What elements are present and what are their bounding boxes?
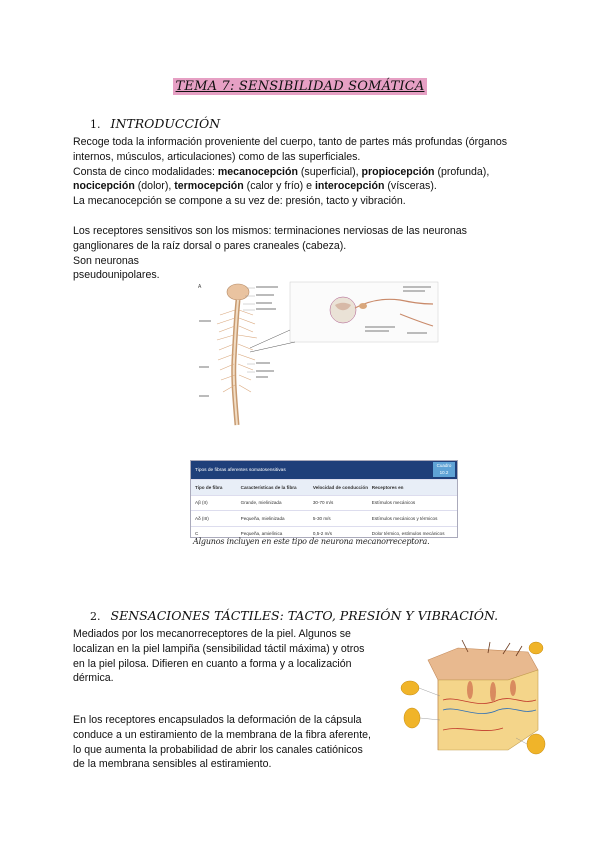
section-2-paragraph-1 bbox=[73, 627, 364, 686]
table-header-row bbox=[191, 479, 457, 495]
section-2-number: 2. bbox=[90, 610, 101, 623]
modality-propiocepcion: propiocepción bbox=[361, 165, 435, 178]
section-1-number: 1. bbox=[90, 118, 101, 131]
text-line: de la membrana sensibles al estiramiento. bbox=[73, 758, 272, 771]
title-container bbox=[0, 77, 600, 95]
modalities-intro: Consta de cinco modalidades: bbox=[73, 165, 218, 178]
figure-label-a: A bbox=[198, 284, 202, 290]
column-header: Velocidad de conducción bbox=[312, 484, 368, 490]
text-line: La mecanocepción se compone a su vez de: presión, tacto y vibración. bbox=[73, 195, 406, 208]
dermis-block bbox=[438, 670, 538, 750]
text-line: dérmica. bbox=[73, 672, 114, 685]
table-cell: C bbox=[195, 531, 199, 537]
text-line: conduce a un estiramiento de la membrana de la fibra aferente, bbox=[73, 728, 371, 741]
text-line: lo que aumenta la probabilidad de abrir los canales catiónicos bbox=[73, 743, 363, 756]
table-cell: 5-30 m/s bbox=[312, 515, 331, 521]
text-line: Son neuronas bbox=[73, 254, 139, 267]
text-line: en la piel pilosa. Difieren en cuanto a forma y a localización bbox=[73, 657, 352, 670]
section-2-paragraph-2 bbox=[73, 713, 371, 772]
modality-desc: (profunda), bbox=[434, 165, 490, 178]
column-header: Tipo de fibra bbox=[195, 484, 223, 490]
section-2-heading bbox=[90, 608, 498, 623]
text-line: Los receptores sensitivos son los mismos: terminaciones nerviosas de las neuronas bbox=[73, 225, 467, 237]
lamellar-corpuscle bbox=[527, 734, 545, 754]
text-line: Mediados por los mecanorreceptores de la piel. Algunos se bbox=[73, 628, 351, 640]
brain-shape bbox=[227, 284, 249, 300]
modality-interocepcion: interocepción bbox=[314, 180, 385, 193]
section-1-paragraph-1 bbox=[73, 135, 507, 209]
table-row bbox=[191, 510, 457, 526]
table-row bbox=[191, 495, 457, 511]
table-cell: Pequeña, amielínica bbox=[240, 531, 283, 537]
column-header: Características de la fibra bbox=[240, 484, 297, 490]
table-title-bar bbox=[191, 461, 457, 479]
text-line: Recoge toda la información proveniente del cuerpo, tanto de partes más profundas (órganos bbox=[73, 136, 508, 148]
modality-desc: (calor y frío) e bbox=[243, 180, 315, 193]
table-badge: Cuadro 10.2 bbox=[433, 462, 455, 477]
table-cell: Aβ (II) bbox=[195, 500, 208, 506]
meissner-corpuscle bbox=[404, 708, 420, 728]
text-line: localizan en la piel lampiña (sensibilidad táctil máxima) y otros bbox=[73, 642, 365, 655]
table-cell: Aδ (III) bbox=[195, 515, 209, 521]
dorsal-root-ganglion bbox=[359, 303, 367, 309]
pacinian-corpuscle bbox=[401, 681, 419, 695]
table-cell: Dolor térmico, estímulos mecánicos bbox=[371, 531, 445, 537]
skin-receptors-figure bbox=[398, 640, 548, 760]
section-1-paragraph-2 bbox=[73, 224, 467, 283]
modalities-line-1 bbox=[73, 165, 507, 180]
page-title: TEMA 7: SENSIBILIDAD SOMÁTICA bbox=[173, 78, 428, 95]
table-cell: Estímulos mecánicos bbox=[371, 500, 416, 506]
modality-nocicepcion: nocicepción bbox=[73, 180, 135, 193]
section-1-title: INTRODUCCIÓN bbox=[110, 116, 221, 131]
modalities-line-2 bbox=[73, 179, 507, 194]
spinal-cord-figure bbox=[195, 280, 440, 430]
modality-desc: (superficial), bbox=[297, 165, 362, 178]
text-line: internos, músculos, articulaciones) como de las superficiales. bbox=[73, 150, 361, 163]
modality-termocepcion: termocepción bbox=[174, 180, 244, 193]
section-2-title: SENSACIONES TÁCTILES: TACTO, PRESIÓN Y VIBRACIÓN. bbox=[110, 608, 499, 623]
fiber-types-table bbox=[190, 460, 458, 538]
table-cell: Estímulos mecánicos y térmicos bbox=[371, 515, 438, 521]
table-title: Tipos de fibras aferentes somatosensitivas bbox=[195, 467, 286, 473]
modality-mecanocepcion: mecanocepción bbox=[217, 165, 298, 178]
modality-desc: (dolor), bbox=[134, 180, 175, 193]
merkel-receptor bbox=[529, 642, 543, 654]
section-1-heading bbox=[90, 116, 220, 131]
table-cell: 0,5-2 m/s bbox=[312, 531, 333, 537]
table-cell: Grande, mielinizada bbox=[240, 500, 282, 506]
handwritten-note: Algunos incluyen en este tipo de neurona mecanorreceptora. bbox=[193, 537, 430, 546]
table-cell: Pequeña, mielinizada bbox=[240, 515, 285, 521]
text-line: pseudounipolares. bbox=[73, 269, 160, 282]
table-cell: 30-70 m/s bbox=[312, 500, 334, 506]
column-header: Receptores en bbox=[371, 484, 404, 490]
modality-desc: (vísceras). bbox=[384, 180, 437, 193]
text-line: En los receptores encapsulados la deformación de la cápsula bbox=[73, 714, 362, 726]
text-line: ganglionares de la raíz dorsal o pares craneales (cabeza). bbox=[73, 239, 347, 252]
